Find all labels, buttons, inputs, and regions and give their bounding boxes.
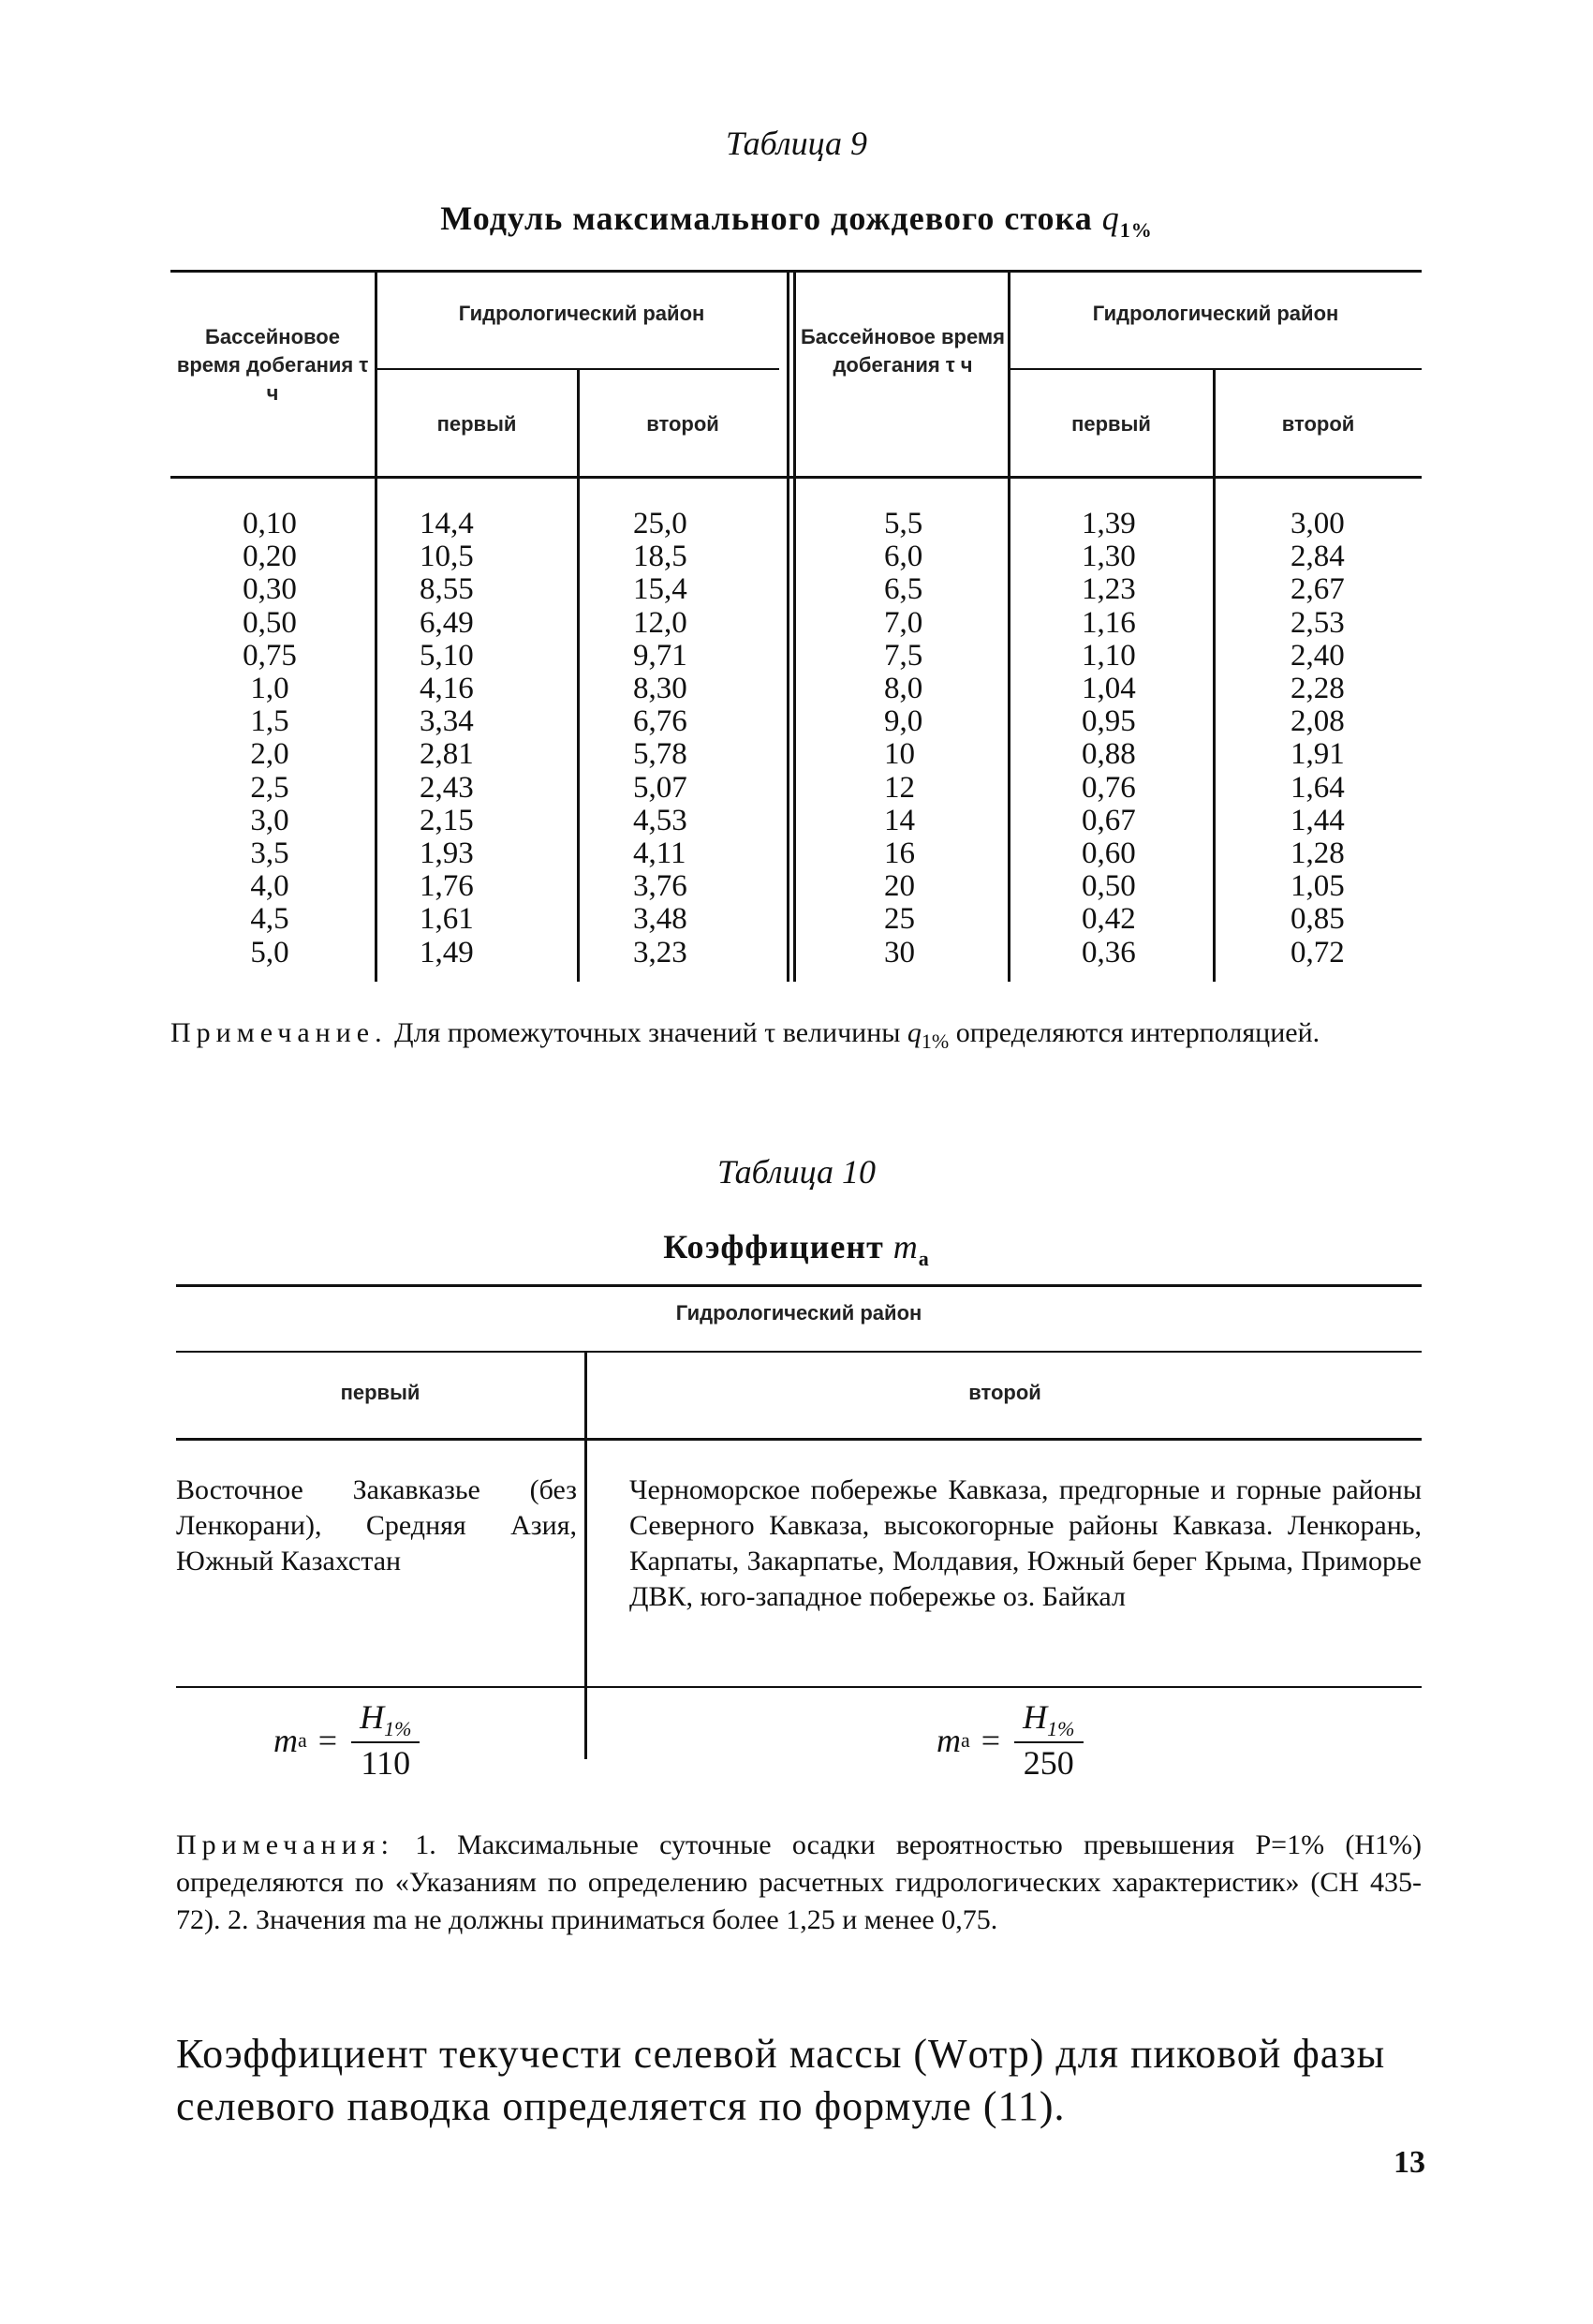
table9-title bbox=[0, 199, 1593, 243]
table9-header-basin-time-left: Бассейновое время добегания τ ч bbox=[176, 325, 369, 405]
table9-cell: 0,50 bbox=[1082, 869, 1136, 904]
table9-cell: 1,39 bbox=[1082, 507, 1136, 540]
table9-cell: 5,07 bbox=[633, 770, 687, 805]
table10-second-region-text: Черноморское побережье Кавказа, предгорные и горные районы Северного Кавказа, высокогорные районы Кавказа. Ленкорань, Карпаты, Закарпатье, Молдавия, Южный берег Крыма, Приморье ДВК, юго-западное побережье оз. Байкал bbox=[629, 1474, 1422, 1612]
table9-cell: 6,49 bbox=[420, 605, 474, 640]
table10-header-second: второй bbox=[968, 1381, 1041, 1404]
table9-title-symbol-sub: 1% bbox=[1119, 218, 1153, 243]
table9-cell: 5,78 bbox=[633, 737, 687, 772]
table9-cell: 1,61 bbox=[420, 902, 474, 937]
table9-cell: 10,5 bbox=[420, 540, 474, 574]
table9-cell: 2,08 bbox=[1291, 704, 1345, 739]
table9-cell: 4,16 bbox=[420, 672, 474, 706]
body-paragraph: Коэффициент текучести селевой массы (Wотр) для пиковой фазы селевого паводка определяется по формуле (11). bbox=[176, 2031, 1386, 2129]
table9-cell: 6,76 bbox=[633, 704, 687, 739]
table9-col-first-right bbox=[1082, 508, 1203, 970]
table9-header-second-right: второй bbox=[1281, 412, 1355, 436]
table9-cell: 25,0 bbox=[633, 507, 687, 540]
table9-cell: 1,28 bbox=[1291, 836, 1345, 871]
table9-vline-1 bbox=[375, 270, 377, 982]
table9-cell: 4,53 bbox=[633, 803, 687, 837]
table9-cell: 2,84 bbox=[1291, 540, 1345, 574]
table9-cell: 2,81 bbox=[420, 737, 474, 772]
table10-top-rule bbox=[176, 1284, 1422, 1287]
table9-col-tau-right bbox=[884, 508, 996, 970]
table9-cell: 0,76 bbox=[1082, 770, 1136, 805]
formula-second-lhs-sub: a bbox=[961, 1727, 970, 1752]
formula-second-num-sub: 1% bbox=[1047, 1717, 1075, 1741]
table9-cell: 4,0 bbox=[250, 869, 289, 904]
table10-caption: Таблица 10 bbox=[716, 1153, 877, 1191]
table9-cell: 1,91 bbox=[1291, 737, 1345, 772]
table10-notes bbox=[176, 1827, 1422, 1939]
table10-formula-first bbox=[273, 1697, 420, 1783]
table10-title-symbol: m bbox=[892, 1228, 919, 1266]
table9-cell: 5,10 bbox=[420, 638, 474, 673]
table9-header-rule bbox=[170, 476, 1422, 479]
table9-cell: 18,5 bbox=[633, 540, 687, 574]
table9-cell: 12 bbox=[884, 770, 915, 805]
table9-cell: 1,23 bbox=[1082, 572, 1136, 607]
table9-cell: 3,5 bbox=[250, 836, 289, 871]
table9-cell: 0,36 bbox=[1082, 935, 1136, 970]
table9-cell: 4,5 bbox=[250, 902, 289, 937]
formula-first-fraction bbox=[350, 1697, 420, 1783]
formula-second-fraction bbox=[1013, 1697, 1084, 1783]
table9-cell: 0,60 bbox=[1082, 836, 1136, 871]
table9-note-label: Примечание. bbox=[170, 1017, 388, 1048]
table9-cell: 1,05 bbox=[1291, 869, 1345, 904]
table9-cell: 1,5 bbox=[250, 704, 289, 739]
table9-cell: 6,5 bbox=[884, 572, 923, 607]
table9-header-first-left: первый bbox=[436, 412, 517, 436]
table9-cell: 0,30 bbox=[243, 572, 297, 607]
table9-cell: 1,44 bbox=[1291, 803, 1345, 837]
table9-cell: 9,0 bbox=[884, 704, 923, 739]
table9-cell: 1,10 bbox=[1082, 638, 1136, 673]
table9-cell: 0,95 bbox=[1082, 704, 1136, 739]
table9-cell: 16 bbox=[884, 836, 915, 871]
table9-cell: 0,50 bbox=[243, 605, 297, 640]
table9-vline-4 bbox=[1008, 270, 1010, 982]
table9-cell: 6,0 bbox=[884, 540, 923, 574]
table9-subheader-rule-right bbox=[1010, 368, 1422, 370]
formula-first-numerator bbox=[350, 1697, 420, 1741]
formula-second-lhs: m bbox=[937, 1721, 961, 1759]
table10-header-first: первый bbox=[340, 1381, 420, 1404]
table9-vline-3b bbox=[793, 270, 796, 982]
table9-cell: 14,4 bbox=[420, 507, 474, 540]
table9-note bbox=[170, 1014, 1422, 1060]
table10-formula-second bbox=[937, 1697, 1084, 1783]
table9-cell: 8,30 bbox=[633, 672, 687, 706]
table9-cell: 2,0 bbox=[250, 737, 289, 772]
table9-cell: 25 bbox=[884, 902, 915, 937]
table9-cell: 10 bbox=[884, 737, 915, 772]
table9-cell: 3,0 bbox=[250, 803, 289, 837]
table9-col-tau-left bbox=[204, 508, 335, 970]
table9-note-text-before: Для промежуточных значений τ величины bbox=[394, 1017, 901, 1048]
formula-first-num-symbol: H bbox=[360, 1698, 385, 1736]
table9-cell: 3,76 bbox=[633, 869, 687, 904]
table9-cell: 8,0 bbox=[884, 672, 923, 706]
table9-cell: 0,75 bbox=[243, 638, 297, 673]
table10-first-region-text: Восточное Закавказье (без Ленкорани), Средняя Азия, Южный Казахстан bbox=[176, 1474, 577, 1576]
table9-cell: 2,53 bbox=[1291, 605, 1345, 640]
formula-first-lhs-sub: a bbox=[298, 1727, 307, 1752]
table9-cell: 2,28 bbox=[1291, 672, 1345, 706]
table9-cell: 1,49 bbox=[420, 935, 474, 970]
table9-cell: 3,34 bbox=[420, 704, 474, 739]
table9-cell: 1,93 bbox=[420, 836, 474, 871]
table9-cell: 1,64 bbox=[1291, 770, 1345, 805]
table9-cell: 4,11 bbox=[633, 836, 686, 871]
table9-cell: 2,15 bbox=[420, 803, 474, 837]
table9-header-first-right: первый bbox=[1071, 412, 1151, 436]
table9-cell: 5,5 bbox=[884, 507, 923, 540]
table9-cell: 1,04 bbox=[1082, 672, 1136, 706]
formula-first-equals: = bbox=[317, 1721, 338, 1759]
table9-cell: 5,0 bbox=[250, 935, 289, 970]
table9-cell: 0,42 bbox=[1082, 902, 1136, 937]
table10-title bbox=[0, 1227, 1593, 1271]
table9-note-text-after: определяются интерполяцией. bbox=[955, 1017, 1320, 1048]
table9-col-second-left bbox=[633, 508, 764, 970]
table10-row-rule bbox=[176, 1686, 1422, 1688]
table9-caption: Таблица 9 bbox=[725, 125, 868, 162]
table10-title-text: Коэффициент bbox=[663, 1228, 884, 1266]
table9-header-second-left: второй bbox=[646, 412, 719, 436]
formula-first-denominator: 110 bbox=[351, 1741, 420, 1783]
table9-note-symbol: q bbox=[907, 1017, 922, 1048]
table9-cell: 2,5 bbox=[250, 770, 289, 805]
table9-cell: 0,10 bbox=[243, 507, 297, 540]
table9-vline-2 bbox=[577, 370, 580, 982]
table10-header-rule bbox=[176, 1438, 1422, 1441]
table9-top-rule bbox=[170, 270, 1422, 273]
formula-second-equals: = bbox=[981, 1721, 1001, 1759]
table9-cell: 0,88 bbox=[1082, 737, 1136, 772]
table9-cell: 2,43 bbox=[420, 770, 474, 805]
table9-cell: 1,16 bbox=[1082, 605, 1136, 640]
table9-cell: 15,4 bbox=[633, 572, 687, 607]
table10-notes-text: 1. Максимальные суточные осадки вероятностью превышения P=1% (H1%) определяются по «Указаниям по определению расчетных гидрологических характеристик» (СН 435-72). 2. Значения ma не должны приниматься более 1,25 и менее 0,75. bbox=[176, 1829, 1423, 1935]
formula-second-numerator bbox=[1013, 1697, 1084, 1741]
table9-col-first-left bbox=[420, 508, 551, 970]
formula-second-num-symbol: H bbox=[1023, 1698, 1048, 1736]
table9-cell: 0,85 bbox=[1291, 902, 1345, 937]
table9-vline-5 bbox=[1213, 370, 1216, 982]
table9-cell: 9,71 bbox=[633, 638, 687, 673]
table9-cell: 0,72 bbox=[1291, 935, 1345, 970]
table9-cell: 1,30 bbox=[1082, 540, 1136, 574]
table9-cell: 3,23 bbox=[633, 935, 687, 970]
table9-cell: 20 bbox=[884, 869, 915, 904]
table9-cell: 1,0 bbox=[250, 672, 289, 706]
formula-first-num-sub: 1% bbox=[384, 1717, 412, 1741]
table9-cell: 12,0 bbox=[633, 605, 687, 640]
table9-cell: 2,40 bbox=[1291, 638, 1345, 673]
table9-title-symbol: q bbox=[1101, 200, 1120, 237]
table9-cell: 3,00 bbox=[1291, 507, 1345, 540]
table9-cell: 8,55 bbox=[420, 572, 474, 607]
table10-subheader-rule bbox=[176, 1351, 1422, 1353]
table9-cell: 30 bbox=[884, 935, 915, 970]
table9-header-basin-time-right: Бассейновое время добегания τ ч bbox=[800, 325, 1006, 377]
table9-header-hydro-right: Гидрологический район bbox=[1092, 302, 1339, 325]
table9-cell: 14 bbox=[884, 803, 915, 837]
formula-second-denominator: 250 bbox=[1014, 1741, 1084, 1783]
table9-cell: 0,20 bbox=[243, 540, 297, 574]
formula-first-lhs: m bbox=[273, 1721, 298, 1759]
table9-cell: 7,5 bbox=[884, 638, 923, 673]
table9-note-symbol-sub: 1% bbox=[921, 1029, 950, 1053]
table9-cell: 3,48 bbox=[633, 902, 687, 937]
table10-header-hydro: Гидрологический район bbox=[675, 1301, 922, 1325]
table10-title-symbol-sub: a bbox=[918, 1247, 930, 1271]
table9-cell: 0,67 bbox=[1082, 803, 1136, 837]
table9-cell: 7,0 bbox=[884, 605, 923, 640]
table9-vline-3a bbox=[787, 270, 789, 982]
page-number: 13 bbox=[1394, 2145, 1425, 2180]
table9-cell: 1,76 bbox=[420, 869, 474, 904]
table10-vline bbox=[584, 1353, 587, 1759]
table10-notes-label: Примечания: bbox=[176, 1829, 394, 1860]
table9-cell: 2,67 bbox=[1291, 572, 1345, 607]
table9-col-second-right bbox=[1291, 508, 1412, 970]
table9-title-text: Модуль максимального дождевого стока bbox=[440, 200, 1093, 237]
table9-header-hydro-left: Гидрологический район bbox=[458, 302, 705, 325]
